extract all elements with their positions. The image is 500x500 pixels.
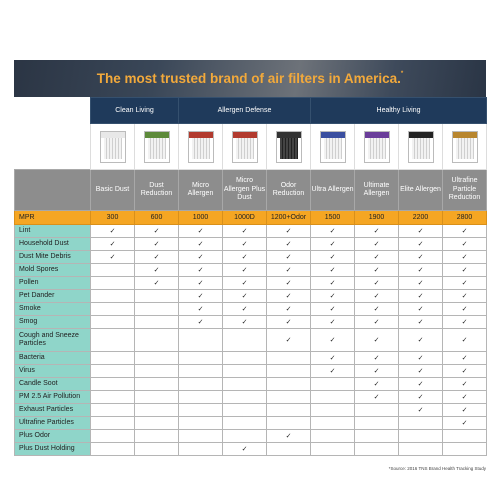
- check-mark-icon: ✓: [267, 430, 311, 443]
- check-mark-icon: ✓: [135, 238, 179, 251]
- feature-label: Smoke: [15, 303, 91, 316]
- check-mark-icon: ✓: [179, 303, 223, 316]
- check-mark-icon: ✓: [443, 238, 487, 251]
- empty-cell: [91, 365, 135, 378]
- feature-row: [15, 329, 487, 352]
- empty-cell: [91, 316, 135, 329]
- check-mark-icon: ✓: [399, 225, 443, 238]
- check-mark-icon: ✓: [223, 290, 267, 303]
- feature-label: Ultrafine Particles: [15, 417, 91, 430]
- empty-cell: [179, 443, 223, 456]
- feature-label: Exhaust Particles: [15, 404, 91, 417]
- empty-cell: [91, 264, 135, 277]
- empty-cell: [267, 391, 311, 404]
- product-name: Elite Allergen: [399, 170, 443, 211]
- product-name: Dust Reduction: [135, 170, 179, 211]
- source-footnote: *Source: 2016 TNS Brand Health Tracking Study: [388, 466, 486, 471]
- check-mark-icon: ✓: [267, 238, 311, 251]
- empty-cell: [179, 404, 223, 417]
- empty-cell: [135, 329, 179, 352]
- air-filter-image: [408, 131, 434, 163]
- check-mark-icon: ✓: [399, 404, 443, 417]
- check-mark-icon: ✓: [179, 277, 223, 290]
- check-mark-icon: ✓: [223, 316, 267, 329]
- feature-label: Plus Odor: [15, 430, 91, 443]
- air-filter-image: [452, 131, 478, 163]
- feature-row: [15, 391, 487, 404]
- check-mark-icon: ✓: [399, 277, 443, 290]
- check-mark-icon: ✓: [179, 316, 223, 329]
- air-filter-image: [188, 131, 214, 163]
- empty-cell: [399, 417, 443, 430]
- check-mark-icon: ✓: [223, 225, 267, 238]
- empty-cell: [135, 290, 179, 303]
- check-mark-icon: ✓: [443, 264, 487, 277]
- empty-cell: [223, 391, 267, 404]
- feature-label: Mold Spores: [15, 264, 91, 277]
- air-filter-image: [364, 131, 390, 163]
- corner-cell: [15, 98, 91, 124]
- check-mark-icon: ✓: [443, 329, 487, 352]
- check-mark-icon: ✓: [223, 443, 267, 456]
- empty-cell: [267, 365, 311, 378]
- check-mark-icon: ✓: [399, 264, 443, 277]
- empty-cell: [223, 430, 267, 443]
- product-image-cell: [399, 124, 443, 170]
- check-mark-icon: ✓: [267, 251, 311, 264]
- filter-pleats: [412, 138, 430, 159]
- feature-label: Plus Dust Holding: [15, 443, 91, 456]
- mpr-row: [15, 211, 487, 225]
- check-mark-icon: ✓: [355, 378, 399, 391]
- product-name: Basic Dust: [91, 170, 135, 211]
- product-image-cell: [91, 124, 135, 170]
- check-mark-icon: ✓: [267, 264, 311, 277]
- filter-pleats: [368, 138, 386, 159]
- check-mark-icon: ✓: [135, 264, 179, 277]
- empty-cell: [223, 365, 267, 378]
- feature-label: Lint: [15, 225, 91, 238]
- empty-cell: [267, 417, 311, 430]
- product-image-cell: [223, 124, 267, 170]
- check-mark-icon: ✓: [267, 225, 311, 238]
- check-mark-icon: ✓: [443, 316, 487, 329]
- empty-cell: [223, 352, 267, 365]
- empty-cell: [267, 404, 311, 417]
- air-filter-image: [232, 131, 258, 163]
- empty-cell: [311, 404, 355, 417]
- feature-row: [15, 316, 487, 329]
- feature-row: [15, 303, 487, 316]
- empty-cell: [91, 352, 135, 365]
- filter-pleats: [192, 138, 210, 159]
- check-mark-icon: ✓: [267, 290, 311, 303]
- empty-cell: [355, 430, 399, 443]
- product-image-cell: [443, 124, 487, 170]
- empty-cell: [311, 417, 355, 430]
- empty-cell: [223, 404, 267, 417]
- mpr-value: 2200: [399, 211, 443, 225]
- check-mark-icon: ✓: [311, 251, 355, 264]
- feature-row: [15, 430, 487, 443]
- filter-pleats: [236, 138, 254, 159]
- check-mark-icon: ✓: [443, 225, 487, 238]
- check-mark-icon: ✓: [223, 303, 267, 316]
- check-mark-icon: ✓: [443, 417, 487, 430]
- check-mark-icon: ✓: [443, 277, 487, 290]
- product-image-cell: [267, 124, 311, 170]
- feature-row: [15, 378, 487, 391]
- check-mark-icon: ✓: [443, 251, 487, 264]
- banner-title: The most trusted brand of air filters in America.*: [96, 71, 404, 86]
- product-image-row: [15, 124, 487, 170]
- empty-cell: [399, 443, 443, 456]
- feature-label: PM 2.5 Air Pollution: [15, 391, 91, 404]
- empty-cell: [223, 417, 267, 430]
- check-mark-icon: ✓: [311, 352, 355, 365]
- empty-cell: [267, 352, 311, 365]
- mpr-value: 1900: [355, 211, 399, 225]
- check-mark-icon: ✓: [311, 264, 355, 277]
- check-mark-icon: ✓: [91, 225, 135, 238]
- mpr-value: 1000: [179, 211, 223, 225]
- filter-pleats: [104, 138, 122, 159]
- check-mark-icon: ✓: [135, 277, 179, 290]
- air-filter-image: [100, 131, 126, 163]
- mpr-label: MPR: [15, 211, 91, 225]
- empty-cell: [179, 391, 223, 404]
- feature-label: Household Dust: [15, 238, 91, 251]
- product-name: Micro Allergen Plus Dust: [223, 170, 267, 211]
- empty-cell: [223, 329, 267, 352]
- empty-cell: [311, 378, 355, 391]
- check-mark-icon: ✓: [355, 264, 399, 277]
- check-mark-icon: ✓: [355, 352, 399, 365]
- check-mark-icon: ✓: [399, 238, 443, 251]
- check-mark-icon: ✓: [135, 225, 179, 238]
- mpr-value: 1000D: [223, 211, 267, 225]
- feature-label: Pet Dander: [15, 290, 91, 303]
- empty-cell: [179, 378, 223, 391]
- empty-cell: [91, 277, 135, 290]
- filter-pleats: [148, 138, 166, 159]
- check-mark-icon: ✓: [399, 316, 443, 329]
- category-header-row: [15, 98, 487, 124]
- feature-row: [15, 290, 487, 303]
- check-mark-icon: ✓: [443, 352, 487, 365]
- check-mark-icon: ✓: [443, 303, 487, 316]
- product-image-cell: [135, 124, 179, 170]
- check-mark-icon: ✓: [179, 251, 223, 264]
- empty-cell: [135, 443, 179, 456]
- empty-cell: [267, 378, 311, 391]
- empty-cell: [135, 404, 179, 417]
- empty-cell: [311, 430, 355, 443]
- empty-cell: [91, 391, 135, 404]
- footnote-mark: *: [400, 71, 404, 77]
- check-mark-icon: ✓: [355, 316, 399, 329]
- check-mark-icon: ✓: [355, 303, 399, 316]
- check-mark-icon: ✓: [399, 303, 443, 316]
- empty-cell: [355, 404, 399, 417]
- product-image-cell: [355, 124, 399, 170]
- empty-cell: [91, 404, 135, 417]
- check-mark-icon: ✓: [399, 290, 443, 303]
- product-name: Ultra Allergen: [311, 170, 355, 211]
- mpr-value: 600: [135, 211, 179, 225]
- empty-cell: [179, 365, 223, 378]
- feature-label: Bacteria: [15, 352, 91, 365]
- feature-label: Smog: [15, 316, 91, 329]
- check-mark-icon: ✓: [355, 238, 399, 251]
- check-mark-icon: ✓: [267, 303, 311, 316]
- empty-cell: [179, 430, 223, 443]
- feature-row: [15, 352, 487, 365]
- feature-label: Virus: [15, 365, 91, 378]
- feature-label: Cough and Sneeze Particles: [15, 329, 91, 352]
- check-mark-icon: ✓: [223, 238, 267, 251]
- check-mark-icon: ✓: [399, 378, 443, 391]
- product-name: Ultrafine Particle Reduction: [443, 170, 487, 211]
- feature-row: [15, 225, 487, 238]
- check-mark-icon: ✓: [223, 264, 267, 277]
- corner-cell: [15, 170, 91, 211]
- feature-row: [15, 238, 487, 251]
- empty-cell: [135, 378, 179, 391]
- feature-label: Dust Mite Debris: [15, 251, 91, 264]
- check-mark-icon: ✓: [355, 290, 399, 303]
- empty-cell: [135, 316, 179, 329]
- check-mark-icon: ✓: [399, 251, 443, 264]
- empty-cell: [443, 430, 487, 443]
- check-mark-icon: ✓: [135, 251, 179, 264]
- empty-cell: [355, 417, 399, 430]
- check-mark-icon: ✓: [443, 290, 487, 303]
- filter-pleats: [280, 138, 298, 159]
- title-banner: [14, 60, 486, 97]
- feature-row: [15, 277, 487, 290]
- check-mark-icon: ✓: [267, 277, 311, 290]
- empty-cell: [135, 365, 179, 378]
- check-mark-icon: ✓: [311, 290, 355, 303]
- empty-cell: [91, 329, 135, 352]
- product-image-cell: [179, 124, 223, 170]
- feature-row: [15, 404, 487, 417]
- filter-pleats: [324, 138, 342, 159]
- mpr-value: 1200+Odor: [267, 211, 311, 225]
- check-mark-icon: ✓: [223, 277, 267, 290]
- empty-cell: [179, 352, 223, 365]
- product-image-cell: [311, 124, 355, 170]
- check-mark-icon: ✓: [179, 225, 223, 238]
- product-name: Micro Allergen: [179, 170, 223, 211]
- empty-cell: [135, 417, 179, 430]
- check-mark-icon: ✓: [355, 329, 399, 352]
- empty-cell: [91, 417, 135, 430]
- empty-cell: [135, 303, 179, 316]
- check-mark-icon: ✓: [399, 329, 443, 352]
- check-mark-icon: ✓: [355, 365, 399, 378]
- check-mark-icon: ✓: [267, 329, 311, 352]
- empty-cell: [135, 430, 179, 443]
- check-mark-icon: ✓: [399, 352, 443, 365]
- check-mark-icon: ✓: [91, 251, 135, 264]
- empty-cell: [91, 303, 135, 316]
- comparison-table: [14, 97, 487, 456]
- category-header: Clean Living: [91, 98, 179, 124]
- check-mark-icon: ✓: [443, 378, 487, 391]
- empty-cell: [135, 352, 179, 365]
- check-mark-icon: ✓: [355, 391, 399, 404]
- empty-cell: [355, 443, 399, 456]
- mpr-value: 1500: [311, 211, 355, 225]
- empty-cell: [179, 417, 223, 430]
- filter-pleats: [456, 138, 474, 159]
- empty-cell: [91, 290, 135, 303]
- check-mark-icon: ✓: [311, 365, 355, 378]
- product-name: Ultimate Allergen: [355, 170, 399, 211]
- feature-row: [15, 251, 487, 264]
- check-mark-icon: ✓: [311, 277, 355, 290]
- feature-row: [15, 443, 487, 456]
- check-mark-icon: ✓: [223, 251, 267, 264]
- empty-cell: [91, 378, 135, 391]
- check-mark-icon: ✓: [267, 316, 311, 329]
- empty-cell: [267, 443, 311, 456]
- category-header: Healthy Living: [311, 98, 487, 124]
- air-filter-image: [276, 131, 302, 163]
- corner-cell: [15, 124, 91, 170]
- empty-cell: [399, 430, 443, 443]
- check-mark-icon: ✓: [311, 238, 355, 251]
- check-mark-icon: ✓: [311, 329, 355, 352]
- check-mark-icon: ✓: [179, 290, 223, 303]
- check-mark-icon: ✓: [179, 238, 223, 251]
- check-mark-icon: ✓: [91, 238, 135, 251]
- product-name: Odor Reduction: [267, 170, 311, 211]
- empty-cell: [311, 443, 355, 456]
- mpr-value: 2800: [443, 211, 487, 225]
- air-filter-image: [144, 131, 170, 163]
- feature-row: [15, 264, 487, 277]
- empty-cell: [91, 443, 135, 456]
- empty-cell: [443, 443, 487, 456]
- check-mark-icon: ✓: [399, 365, 443, 378]
- check-mark-icon: ✓: [355, 225, 399, 238]
- empty-cell: [91, 430, 135, 443]
- empty-cell: [223, 378, 267, 391]
- empty-cell: [311, 391, 355, 404]
- empty-cell: [135, 391, 179, 404]
- check-mark-icon: ✓: [311, 316, 355, 329]
- check-mark-icon: ✓: [443, 404, 487, 417]
- empty-cell: [179, 329, 223, 352]
- check-mark-icon: ✓: [355, 277, 399, 290]
- feature-row: [15, 365, 487, 378]
- feature-row: [15, 417, 487, 430]
- check-mark-icon: ✓: [179, 264, 223, 277]
- air-filter-image: [320, 131, 346, 163]
- mpr-value: 300: [91, 211, 135, 225]
- check-mark-icon: ✓: [399, 391, 443, 404]
- product-name-row: [15, 170, 487, 211]
- check-mark-icon: ✓: [443, 391, 487, 404]
- category-header: Allergen Defense: [179, 98, 311, 124]
- check-mark-icon: ✓: [311, 225, 355, 238]
- check-mark-icon: ✓: [443, 365, 487, 378]
- feature-label: Candle Soot: [15, 378, 91, 391]
- check-mark-icon: ✓: [355, 251, 399, 264]
- feature-label: Pollen: [15, 277, 91, 290]
- check-mark-icon: ✓: [311, 303, 355, 316]
